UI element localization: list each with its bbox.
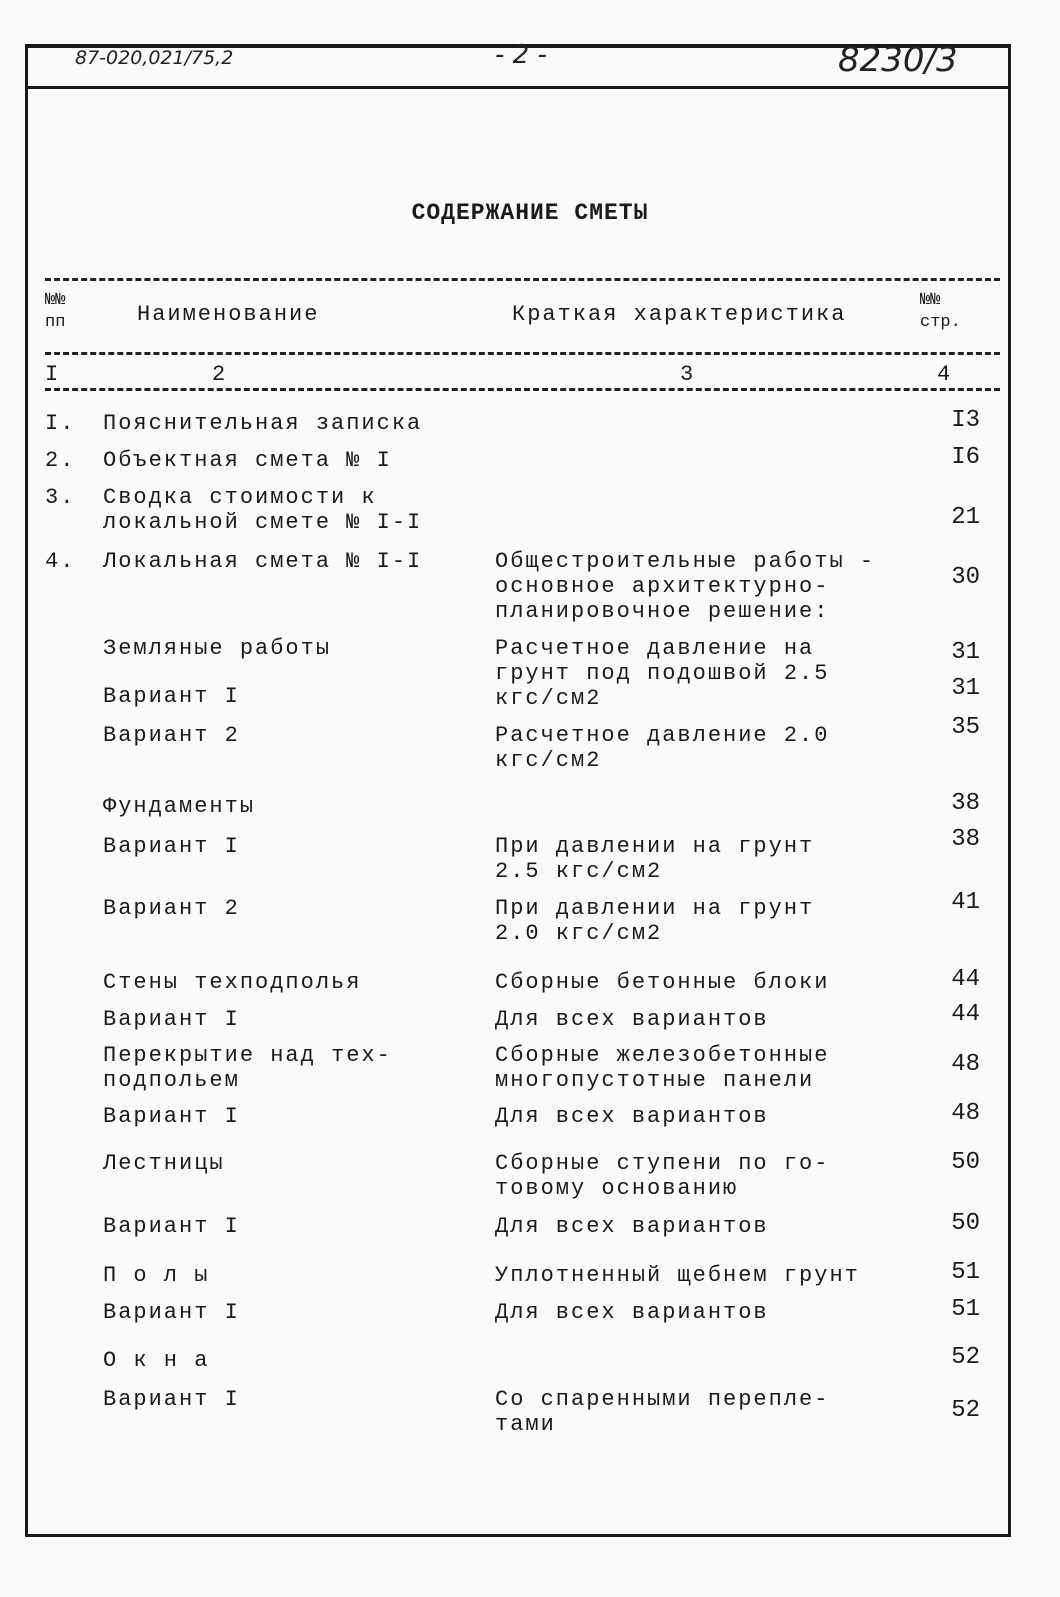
row-description: основное архитектурно- bbox=[495, 574, 830, 599]
row-name: Вариант I bbox=[103, 684, 240, 709]
row-name: локальной смете № I-I bbox=[103, 510, 423, 535]
row-description: 2.5 кгс/см2 bbox=[495, 859, 663, 884]
row-description: планировочное решение: bbox=[495, 599, 830, 624]
row-description: грунт под подошвой 2.5 bbox=[495, 661, 830, 686]
document-title: СОДЕРЖАНИЕ СМЕТЫ bbox=[411, 200, 649, 226]
column-number-3: 3 bbox=[680, 362, 696, 387]
row-description: Для всех вариантов bbox=[495, 1104, 769, 1129]
row-page: 44 bbox=[951, 1001, 980, 1028]
row-description: Уплотненный щебнем грунт bbox=[495, 1263, 860, 1288]
row-page: 44 bbox=[951, 966, 980, 993]
column-header-num-line: пп bbox=[45, 313, 66, 332]
page-number: - 2 - bbox=[495, 40, 547, 70]
row-number: 4. bbox=[45, 549, 76, 574]
row-page: 52 bbox=[951, 1344, 980, 1371]
row-description: При давлении на грунт bbox=[495, 896, 815, 921]
row-description: Расчетное давление на bbox=[495, 636, 815, 661]
row-name: Вариант I bbox=[103, 1300, 240, 1325]
row-page: 38 bbox=[951, 790, 980, 817]
row-name: Сводка стоимости к bbox=[103, 485, 377, 510]
row-page: 41 bbox=[951, 889, 980, 916]
column-header-num bbox=[45, 290, 65, 334]
row-page: I6 bbox=[951, 444, 980, 471]
row-description: Для всех вариантов bbox=[495, 1300, 769, 1325]
row-description: При давлении на грунт bbox=[495, 834, 815, 859]
row-name: Вариант I bbox=[103, 1104, 240, 1129]
row-description: 2.0 кгс/см2 bbox=[495, 921, 663, 946]
sheet-number: 8230/3 bbox=[838, 40, 958, 80]
row-page: 50 bbox=[951, 1149, 980, 1176]
column-header-page-line: стр. bbox=[920, 313, 961, 332]
row-name: подпольем bbox=[103, 1068, 240, 1093]
row-number: I. bbox=[45, 411, 76, 436]
row-page: 48 bbox=[951, 1051, 980, 1078]
row-name: Земляные работы bbox=[103, 636, 332, 661]
row-name: Пояснительная записка bbox=[103, 411, 423, 436]
row-name: О к н а bbox=[103, 1348, 210, 1373]
row-description: кгс/см2 bbox=[495, 686, 602, 711]
column-header-page bbox=[920, 290, 961, 334]
column-number-2: 2 bbox=[212, 362, 228, 387]
row-name: Вариант 2 bbox=[103, 896, 240, 921]
row-page: 38 bbox=[951, 826, 980, 853]
row-page: 30 bbox=[951, 564, 980, 591]
row-page: 48 bbox=[951, 1100, 980, 1127]
header-divider bbox=[25, 86, 1011, 89]
row-description: многопустотные панели bbox=[495, 1068, 815, 1093]
row-name: Стены техподполья bbox=[103, 970, 362, 995]
row-page: 31 bbox=[951, 639, 980, 666]
row-number: 2. bbox=[45, 448, 76, 473]
row-page: I3 bbox=[951, 407, 980, 434]
row-description: тами bbox=[495, 1412, 556, 1437]
row-page: 35 bbox=[951, 714, 980, 741]
row-name: Лестницы bbox=[103, 1151, 225, 1176]
row-name: Перекрытие над тех- bbox=[103, 1043, 392, 1068]
row-name: Вариант I bbox=[103, 834, 240, 859]
column-header-page-line: №№ bbox=[920, 291, 941, 310]
header-rule bbox=[45, 352, 1000, 355]
row-number: 3. bbox=[45, 485, 76, 510]
row-page: 52 bbox=[951, 1397, 980, 1424]
row-description: Общестроительные работы - bbox=[495, 549, 876, 574]
row-description: товому основанию bbox=[495, 1176, 739, 1201]
row-name: Вариант I bbox=[103, 1007, 240, 1032]
row-name: Объектная смета № I bbox=[103, 448, 392, 473]
column-header-name: Наименование bbox=[137, 302, 320, 327]
column-header-num-line: №№ bbox=[45, 291, 66, 310]
row-page: 51 bbox=[951, 1296, 980, 1323]
row-page: 31 bbox=[951, 675, 980, 702]
row-name: Вариант 2 bbox=[103, 723, 240, 748]
row-description: Со спаренными перепле- bbox=[495, 1387, 830, 1412]
row-page: 50 bbox=[951, 1210, 980, 1237]
table-top-rule bbox=[45, 278, 1000, 281]
row-page: 21 bbox=[951, 504, 980, 531]
row-description: Для всех вариантов bbox=[495, 1007, 769, 1032]
column-header-desc: Краткая характеристика bbox=[512, 302, 847, 327]
row-description: Сборные бетонные блоки bbox=[495, 970, 830, 995]
column-number-rule bbox=[45, 388, 1000, 391]
document-code: 87-020,021/75,2 bbox=[75, 47, 234, 69]
row-name: Локальная смета № I-I bbox=[103, 549, 423, 574]
row-page: 51 bbox=[951, 1259, 980, 1286]
row-name: Вариант I bbox=[103, 1387, 240, 1412]
row-name: Вариант I bbox=[103, 1214, 240, 1239]
column-number-1: I bbox=[45, 362, 61, 387]
row-name: Фундаменты bbox=[103, 794, 256, 819]
row-description: Сборные железобетонные bbox=[495, 1043, 830, 1068]
row-name: П о л ы bbox=[103, 1263, 210, 1288]
row-description: кгс/см2 bbox=[495, 748, 602, 773]
row-description: Для всех вариантов bbox=[495, 1214, 769, 1239]
row-description: Сборные ступени по го- bbox=[495, 1151, 830, 1176]
row-description: Расчетное давление 2.0 bbox=[495, 723, 830, 748]
column-number-4: 4 bbox=[937, 362, 953, 387]
